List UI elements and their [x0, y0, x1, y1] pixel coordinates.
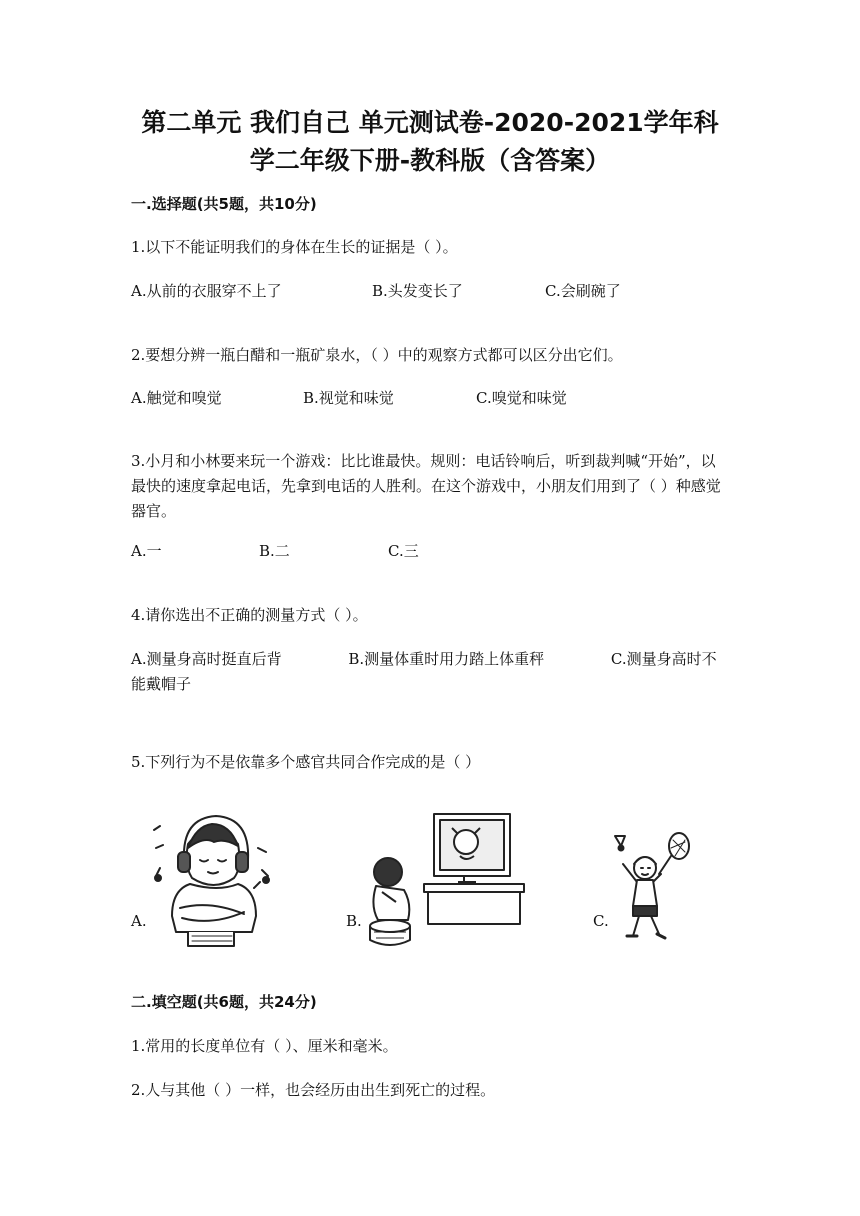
question-3-option-a: A.一	[131, 542, 162, 560]
question-5-option-b-label: B.	[346, 912, 362, 930]
question-3-option-b: B.二	[259, 542, 290, 560]
question-1-stem: 1.以下不能证明我们的身体在生长的证据是（ ）。	[131, 238, 458, 256]
child-playing-badminton-image	[605, 830, 695, 946]
fill-question-2: 2.人与其他（ ）一样，也会经历由出生到死亡的过程。	[131, 1081, 496, 1099]
question-4-options: A.测量身高时挺直后背 B.测量体重时用力踏上体重秤 C.测量身高时不能戴帽子	[131, 650, 717, 693]
question-1-option-a: A.从前的衣服穿不上了	[131, 282, 282, 300]
question-4-stem: 4.请你选出不正确的测量方式（ ）。	[131, 606, 368, 624]
question-3-option-c: C.三	[388, 542, 419, 560]
question-5-option-c-label: C.	[593, 912, 609, 930]
question-2-stem: 2.要想分辨一瓶白醋和一瓶矿泉水，（ ）中的观察方式都可以区分出它们。	[131, 346, 623, 364]
child-with-headphones-image	[146, 808, 276, 950]
question-1-option-c: C.会刷碗了	[545, 282, 621, 300]
fill-question-1: 1.常用的长度单位有（ ）、厘米和毫米。	[131, 1037, 398, 1055]
question-1-option-b: B.头发变长了	[372, 282, 463, 300]
question-3-stem: 3.小月和小林要来玩一个游戏：比比谁最快。规则：电话铃响后，听到裁判喊“开始”，以最快的速度拿起电话，先拿到电话的人胜利。在这个游戏中，小朋友们用到了（ ）种感觉器官。	[131, 452, 721, 520]
question-2-option-c: C.嗅觉和味觉	[476, 389, 567, 407]
question-2-option-b: B.视觉和味觉	[303, 389, 394, 407]
question-5-option-a-label: A.	[131, 912, 147, 930]
question-2-option-a: A.触觉和嗅觉	[131, 389, 222, 407]
section-2-heading: 二.填空题(共6题，共24分)	[131, 993, 317, 1011]
section-1-heading: 一.选择题(共5题，共10分)	[131, 195, 317, 213]
exam-title-line-1: 第二单元 我们自己 单元测试卷-2020-2021学年科	[141, 108, 719, 137]
exam-title-line-2: 学二年级下册-教科版（含答案）	[249, 146, 611, 175]
question-5-stem: 5.下列行为不是依靠多个感官共同合作完成的是（ ）	[131, 753, 481, 771]
child-watching-tv-image	[362, 812, 532, 948]
